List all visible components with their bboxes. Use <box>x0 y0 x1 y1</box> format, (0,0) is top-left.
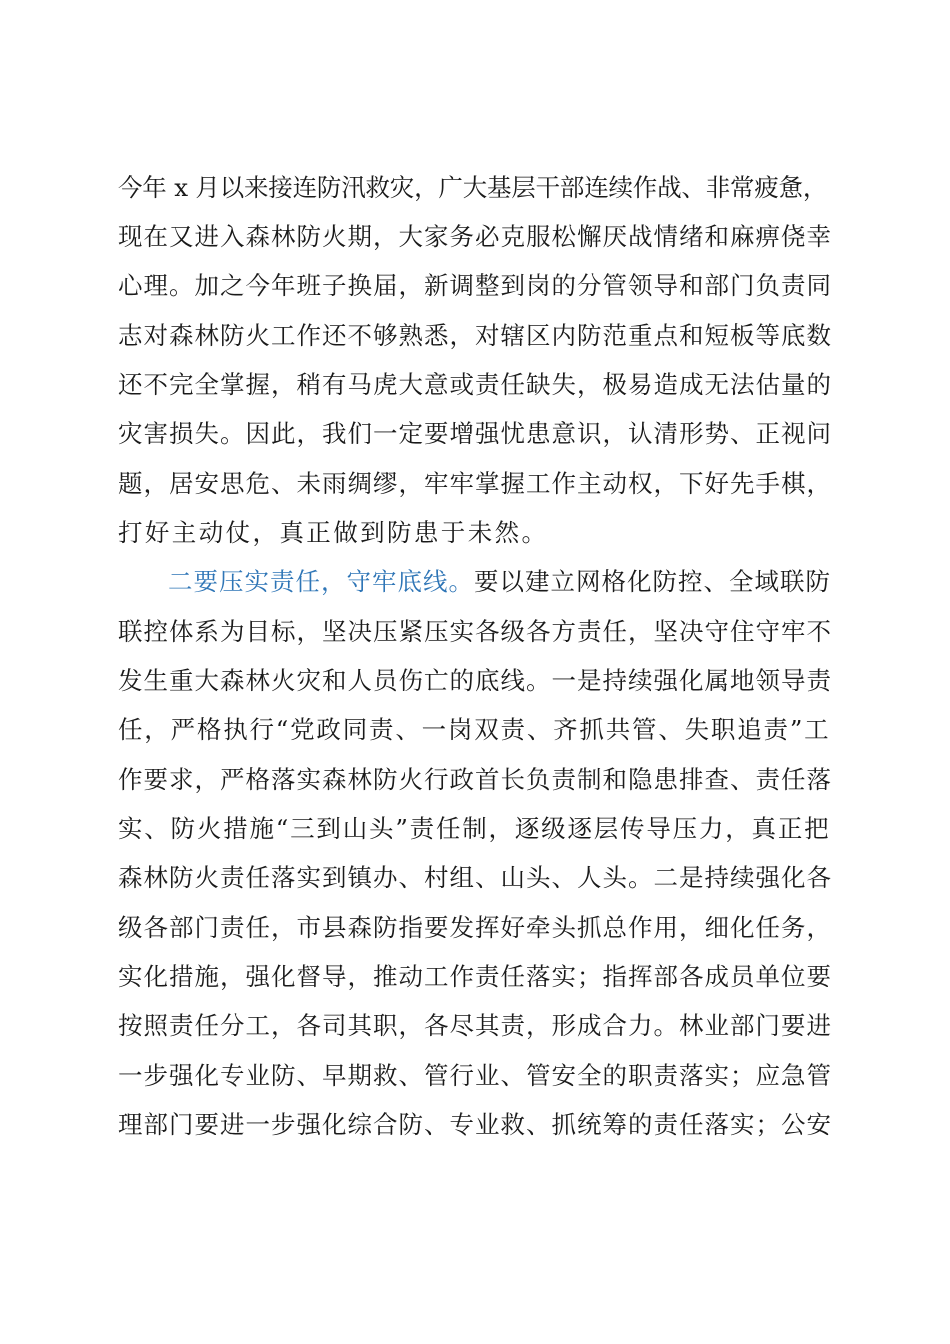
paragraph-line: 心理。加之今年班子换届，新调整到岗的分管领导和部门负责同 <box>118 271 832 300</box>
paragraph-line: 按照责任分工，各司其职，各尽其责，形成合力。林业部门要进 <box>118 1011 832 1040</box>
paragraph-line: 志对森林防火工作还不够熟悉，对辖区内防范重点和短板等底数 <box>118 321 832 350</box>
section-heading: 二要压实责任，守牢底线。 <box>168 567 474 596</box>
paragraph-line: 联控体系为目标，坚决压紧压实各级各方责任，坚决守住守牢不 <box>118 617 832 646</box>
paragraph-line: 实化措施，强化督导，推动工作责任落实；指挥部各成员单位要 <box>118 962 832 991</box>
paragraph-line: 发生重大森林火灾和人员伤亡的底线。一是持续强化属地领导责 <box>118 666 832 695</box>
paragraph-line: 实、防火措施“三到山头”责任制，逐级逐层传导压力，真正把 <box>118 814 831 843</box>
section-first-line-text: 要以建立网格化防控、全域联防 <box>474 567 831 596</box>
paragraph-line: 级各部门责任，市县森防指要发挥好牵头抓总作用，细化任务， <box>118 913 832 942</box>
paragraph-line: 任，严格执行“党政同责、一岗双责、齐抓共管、失职追责”工 <box>118 715 831 744</box>
paragraph-line: 打好主动仗，真正做到防患于未然。 <box>118 518 549 547</box>
paragraph-line: 还不完全掌握，稍有马虎大意或责任缺失，极易造成无法估量的 <box>118 370 832 399</box>
paragraph-line: 现在又进入森林防火期，大家务必克服松懈厌战情绪和麻痹侥幸 <box>118 222 832 251</box>
paragraph-line: 理部门要进一步强化综合防、专业救、抓统筹的责任落实；公安 <box>118 1110 832 1139</box>
paragraph-line: 今年 x 月以来接连防汛救灾，广大基层干部连续作战、非常疲惫， <box>118 173 828 202</box>
paragraph-line: 一步强化专业防、早期救、管行业、管安全的职责落实；应急管 <box>118 1061 832 1090</box>
paragraph-line: 森林防火责任落实到镇办、村组、山头、人头。二是持续强化各 <box>118 863 832 892</box>
paragraph-line: 作要求，严格落实森林防火行政首长负责制和隐患排查、责任落 <box>118 765 832 794</box>
paragraph-line: 灾害损失。因此，我们一定要增强忧患意识，认清形势、正视问 <box>118 419 832 448</box>
section-first-line <box>168 566 831 598</box>
paragraph-line: 题，居安思危、未雨绸缪，牢牢掌握工作主动权，下好先手棋， <box>118 469 832 498</box>
